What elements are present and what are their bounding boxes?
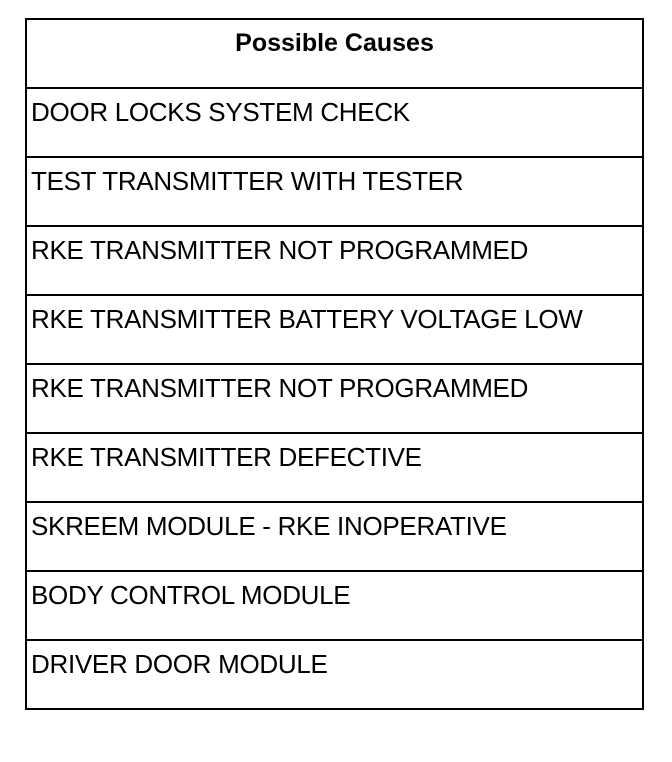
table-row: [26, 226, 643, 295]
table-cell: [26, 88, 643, 157]
table-cell: [26, 502, 643, 571]
cause-text: RKE TRANSMITTER NOT PROGRAMMED: [31, 235, 529, 265]
header-row: [26, 19, 643, 88]
table-cell: [26, 640, 643, 709]
cause-text: RKE TRANSMITTER BATTERY VOLTAGE LOW: [31, 304, 583, 334]
header-cell: [26, 19, 643, 88]
cause-text: SKREEM MODULE - RKE INOPERATIVE: [31, 511, 507, 541]
cause-text: TEST TRANSMITTER WITH TESTER: [31, 166, 464, 196]
cause-text: DRIVER DOOR MODULE: [31, 649, 328, 679]
table-cell: [26, 157, 643, 226]
cause-text: RKE TRANSMITTER NOT PROGRAMMED: [31, 373, 529, 403]
table-row: [26, 571, 643, 640]
table-cell: [26, 295, 643, 364]
table-row: [26, 364, 643, 433]
table-row: [26, 433, 643, 502]
table-cell: [26, 364, 643, 433]
table-row: [26, 88, 643, 157]
table-row: [26, 295, 643, 364]
possible-causes-table: [25, 18, 644, 710]
cause-text: BODY CONTROL MODULE: [31, 580, 351, 610]
cause-text: RKE TRANSMITTER DEFECTIVE: [31, 442, 422, 472]
table-row: [26, 502, 643, 571]
table-cell: [26, 433, 643, 502]
table-cell: [26, 571, 643, 640]
table-row: [26, 640, 643, 709]
header-label: Possible Causes: [235, 29, 434, 57]
table-cell: [26, 226, 643, 295]
table-row: [26, 157, 643, 226]
cause-text: DOOR LOCKS SYSTEM CHECK: [31, 97, 410, 127]
